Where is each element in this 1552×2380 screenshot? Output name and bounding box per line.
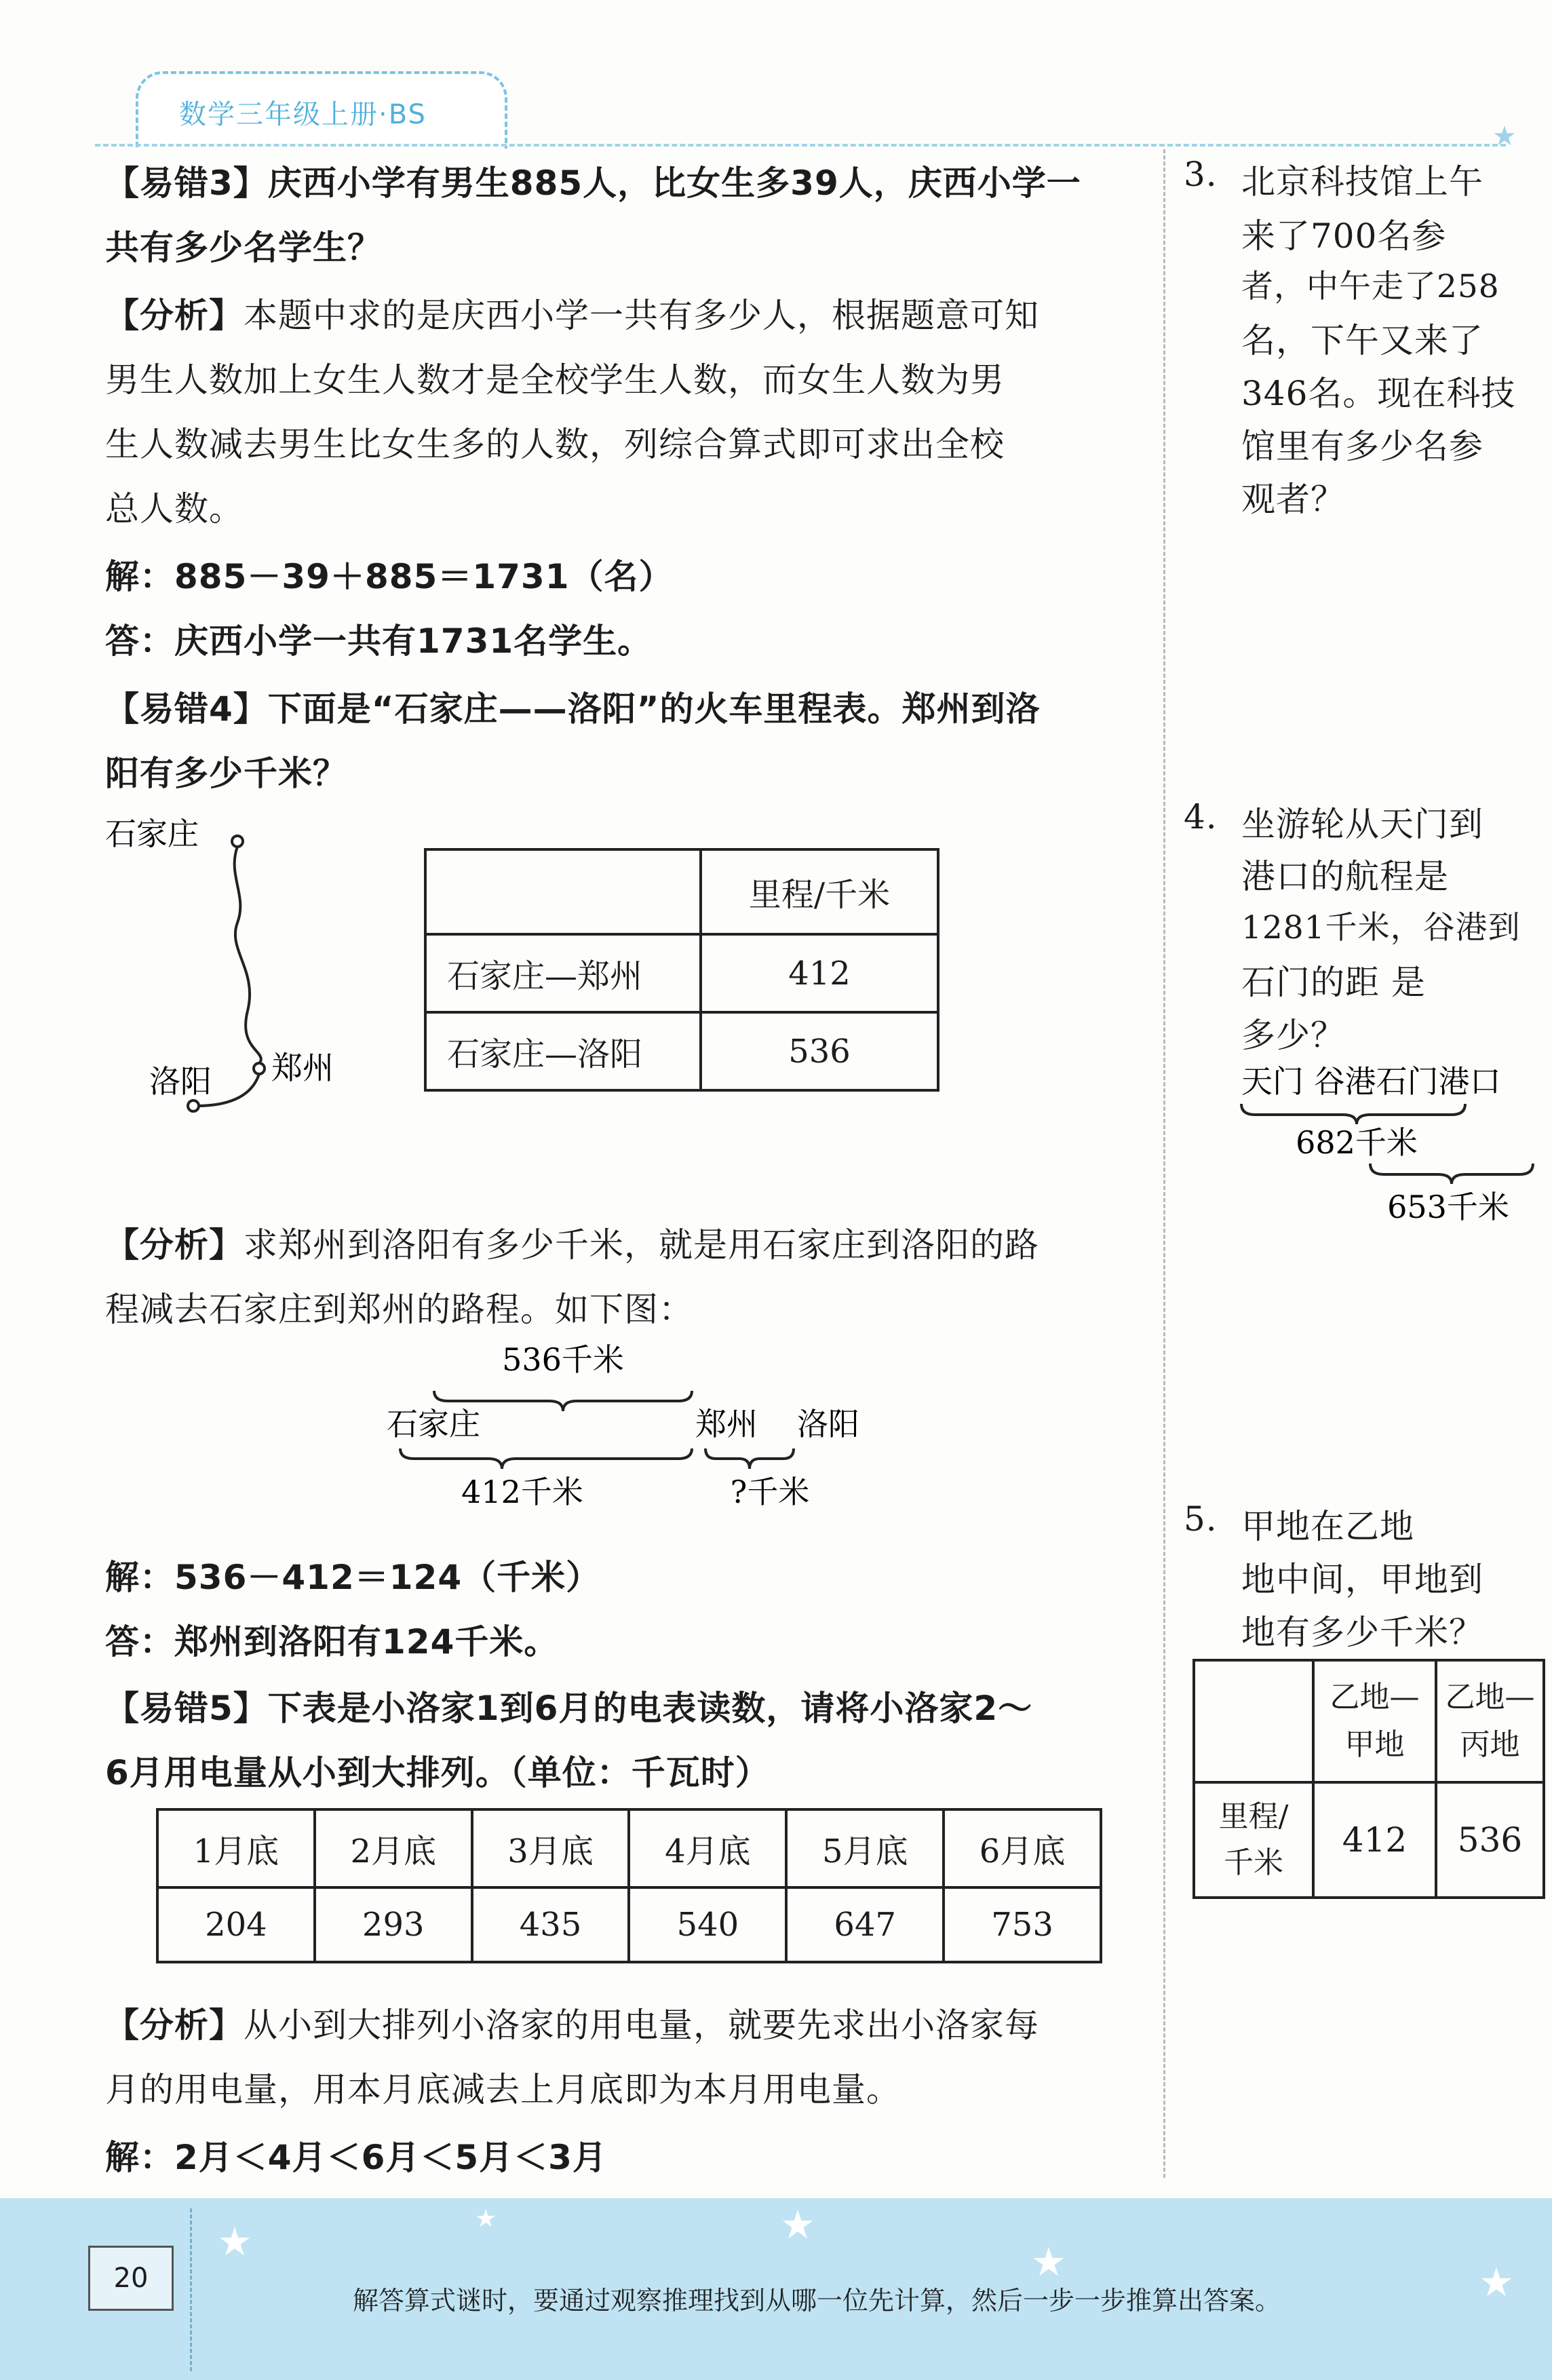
problem-3-line-2: 共有多少名学生？ xyxy=(105,228,382,267)
analysis-tag: 【分析】 xyxy=(105,1225,244,1265)
station-shijiazhuang xyxy=(232,836,243,847)
column-divider xyxy=(1163,149,1165,2178)
map-label-luoyang: 洛阳 xyxy=(149,1063,212,1100)
meter-value: 293 xyxy=(315,1887,472,1962)
star-icon: ★ xyxy=(780,2202,815,2248)
q5-header-2a: 乙地— xyxy=(1445,1680,1535,1714)
table-row-route: 石家庄—郑州 xyxy=(425,934,701,1012)
footer-divider xyxy=(190,2208,192,2371)
q5-value: 536 xyxy=(1436,1782,1544,1898)
problem-5-line-2: 6月用电量从小到大排列。（单位：千瓦时） xyxy=(105,1753,770,1792)
q5-header-1b: 甲地 xyxy=(1344,1727,1405,1762)
brace-bottom-left xyxy=(400,1448,692,1469)
q3-line: 北京科技馆上午 xyxy=(1241,162,1483,201)
problem-4-tag: 【易错4】 xyxy=(105,689,268,729)
star-icon: ★ xyxy=(475,2205,497,2233)
header-divider xyxy=(95,144,1506,147)
distance-table xyxy=(424,848,939,1092)
star-icon: ★ xyxy=(1031,2239,1066,2285)
q4-number: 4. xyxy=(1184,797,1218,837)
q5-line: 甲地在乙地 xyxy=(1241,1507,1414,1546)
brace-bottom-right xyxy=(705,1448,794,1469)
station-luoyang xyxy=(188,1100,199,1111)
q5-table-header xyxy=(1313,1660,1436,1782)
problem-5-solution: 解：2月＜4月＜6月＜5月＜3月 xyxy=(105,2138,607,2177)
railway-map xyxy=(102,807,387,1126)
q3-line: 名，下午又来了 xyxy=(1241,321,1483,360)
problem-3-answer: 答：庆西小学一共有1731名学生。 xyxy=(105,621,653,661)
star-icon: ★ xyxy=(217,2219,252,2265)
problem-5-tag: 【易错5】 xyxy=(105,1689,268,1728)
meter-header: 2月底 xyxy=(315,1809,472,1887)
diagram-part2-label: ?千米 xyxy=(730,1474,810,1510)
meter-header: 3月底 xyxy=(472,1809,629,1887)
diagram-part1-label: 412千米 xyxy=(461,1474,583,1510)
q4-line: 石门的距 是 xyxy=(1241,963,1426,1002)
q3-line: 346名。现在科技 xyxy=(1241,374,1516,413)
problem-4-line-1 xyxy=(105,682,1041,731)
meter-value: 435 xyxy=(472,1887,629,1962)
analysis-tag: 【分析】 xyxy=(105,2005,244,2045)
footer-tip: 解答算式谜时，要通过观察推理找到从哪一位先计算，然后一步一步推算出答案。 xyxy=(353,2286,1281,2316)
q5-number: 5. xyxy=(1184,1499,1218,1539)
problem-4-text: 下面是“石家庄——洛阳”的火车里程表。郑州到洛 xyxy=(267,689,1041,729)
book-title: 数学三年级上册·BS xyxy=(179,99,427,130)
problem-3-solution: 解：885－39＋885＝1731（名） xyxy=(105,557,674,596)
q5-value: 412 xyxy=(1313,1782,1436,1898)
analysis-text: 本题中求的是庆西小学一共有多少人，根据题意可知 xyxy=(244,296,1039,335)
map-label-zhengzhou: 郑州 xyxy=(271,1050,334,1086)
distance-table-header-blank xyxy=(425,849,701,934)
problem-5-text: 下表是小洛家1到6月的电表读数，请将小洛家2～ xyxy=(267,1689,1033,1728)
q3-line: 馆里有多少名参 xyxy=(1241,427,1483,466)
diagram-zhengzhou: 郑州 xyxy=(695,1406,758,1442)
problem-3-analysis-line-3: 生人数减去男生比女生多的人数，列综合算式即可求出全校 xyxy=(105,425,1005,464)
problem-3-analysis-line-2: 男生人数加上女生人数才是全校学生人数，而女生人数为男 xyxy=(105,360,1005,400)
q4-brace-2 xyxy=(1370,1164,1533,1184)
problem-3-text: 庆西小学有男生885人，比女生多39人，庆西小学一 xyxy=(267,164,1081,203)
q5-row-label-b: 千米 xyxy=(1224,1845,1283,1880)
star-icon: ★ xyxy=(1492,121,1517,152)
q5-table-header xyxy=(1436,1660,1544,1782)
segment-diagram xyxy=(380,1337,923,1520)
table-row-dist: 412 xyxy=(701,934,938,1012)
q4-segment-diagram xyxy=(1235,1055,1552,1231)
q3-line: 观者？ xyxy=(1241,480,1345,519)
diagram-shijiazhuang: 石家庄 xyxy=(387,1406,480,1442)
meter-table xyxy=(156,1808,1102,1963)
q5-table xyxy=(1192,1659,1545,1899)
problem-4-answer: 答：郑州到洛阳有124千米。 xyxy=(105,1622,559,1662)
problem-4-analysis-line-2: 程减去石家庄到郑州的路程。如下图： xyxy=(105,1290,693,1329)
diagram-luoyang: 洛阳 xyxy=(797,1406,859,1442)
q3-number: 3. xyxy=(1184,155,1218,194)
q4-label-b: 653千米 xyxy=(1387,1189,1509,1225)
railway-line xyxy=(235,847,261,1065)
problem-5-analysis-line-2: 月的用电量，用本月底减去上月底即为本月用电量。 xyxy=(105,2070,901,2109)
problem-3-analysis-line-4: 总人数。 xyxy=(105,489,244,529)
star-icon: ★ xyxy=(1479,2259,1514,2305)
meter-header: 6月底 xyxy=(944,1809,1101,1887)
problem-3-line-1 xyxy=(105,156,1081,205)
q5-header-2b: 丙地 xyxy=(1460,1727,1520,1762)
q3-line: 者，中午走了258 xyxy=(1241,268,1500,305)
problem-4-analysis-line-1 xyxy=(105,1218,1039,1267)
q4-line: 1281千米，谷港到 xyxy=(1241,909,1521,946)
diagram-total-label: 536千米 xyxy=(502,1341,624,1378)
q5-header-1a: 乙地— xyxy=(1330,1680,1420,1714)
q4-brace-1 xyxy=(1241,1104,1465,1124)
q5-line: 地中间，甲地到 xyxy=(1241,1560,1483,1599)
meter-header: 4月底 xyxy=(629,1809,786,1887)
table-row-dist: 536 xyxy=(701,1012,938,1090)
analysis-tag: 【分析】 xyxy=(105,295,244,335)
problem-4-line-2: 阳有多少千米？ xyxy=(105,754,347,793)
problem-3-analysis-line-1 xyxy=(105,288,1039,337)
analysis-text: 从小到大排列小洛家的用电量，就要先求出小洛家每 xyxy=(244,2005,1039,2045)
problem-5-line-1 xyxy=(105,1681,1032,1730)
q4-places: 天门 谷港石门港口 xyxy=(1241,1063,1501,1100)
map-label-shijiazhuang: 石家庄 xyxy=(105,815,199,852)
q3-line: 来了700名参 xyxy=(1241,216,1447,256)
q4-line: 坐游轮从天门到 xyxy=(1241,805,1483,844)
q4-line: 港口的航程是 xyxy=(1241,857,1449,896)
meter-value: 540 xyxy=(629,1887,786,1962)
table-row-route: 石家庄—洛阳 xyxy=(425,1012,701,1090)
meter-header: 5月底 xyxy=(786,1809,944,1887)
meter-header: 1月底 xyxy=(157,1809,315,1887)
distance-table-header: 里程/千米 xyxy=(701,849,938,934)
meter-value: 204 xyxy=(157,1887,315,1962)
meter-value: 647 xyxy=(786,1887,944,1962)
problem-3-tag: 【易错3】 xyxy=(105,164,268,203)
q4-label-a: 682千米 xyxy=(1296,1124,1418,1161)
q5-line: 地有多少千米？ xyxy=(1241,1613,1483,1652)
station-zhengzhou xyxy=(254,1063,265,1074)
q5-row-label-a: 里程/ xyxy=(1218,1799,1289,1834)
problem-5-analysis-line-1 xyxy=(105,1998,1039,2047)
page-number: 20 xyxy=(88,2246,174,2311)
analysis-text: 求郑州到洛阳有多少千米，就是用石家庄到洛阳的路 xyxy=(244,1225,1039,1265)
problem-4-solution: 解：536－412＝124（千米） xyxy=(105,1558,601,1597)
q5-row-label xyxy=(1194,1782,1313,1898)
meter-value: 753 xyxy=(944,1887,1101,1962)
q4-line: 多少？ xyxy=(1241,1016,1345,1055)
q5-table-corner xyxy=(1194,1660,1313,1782)
header-tab xyxy=(136,71,507,149)
